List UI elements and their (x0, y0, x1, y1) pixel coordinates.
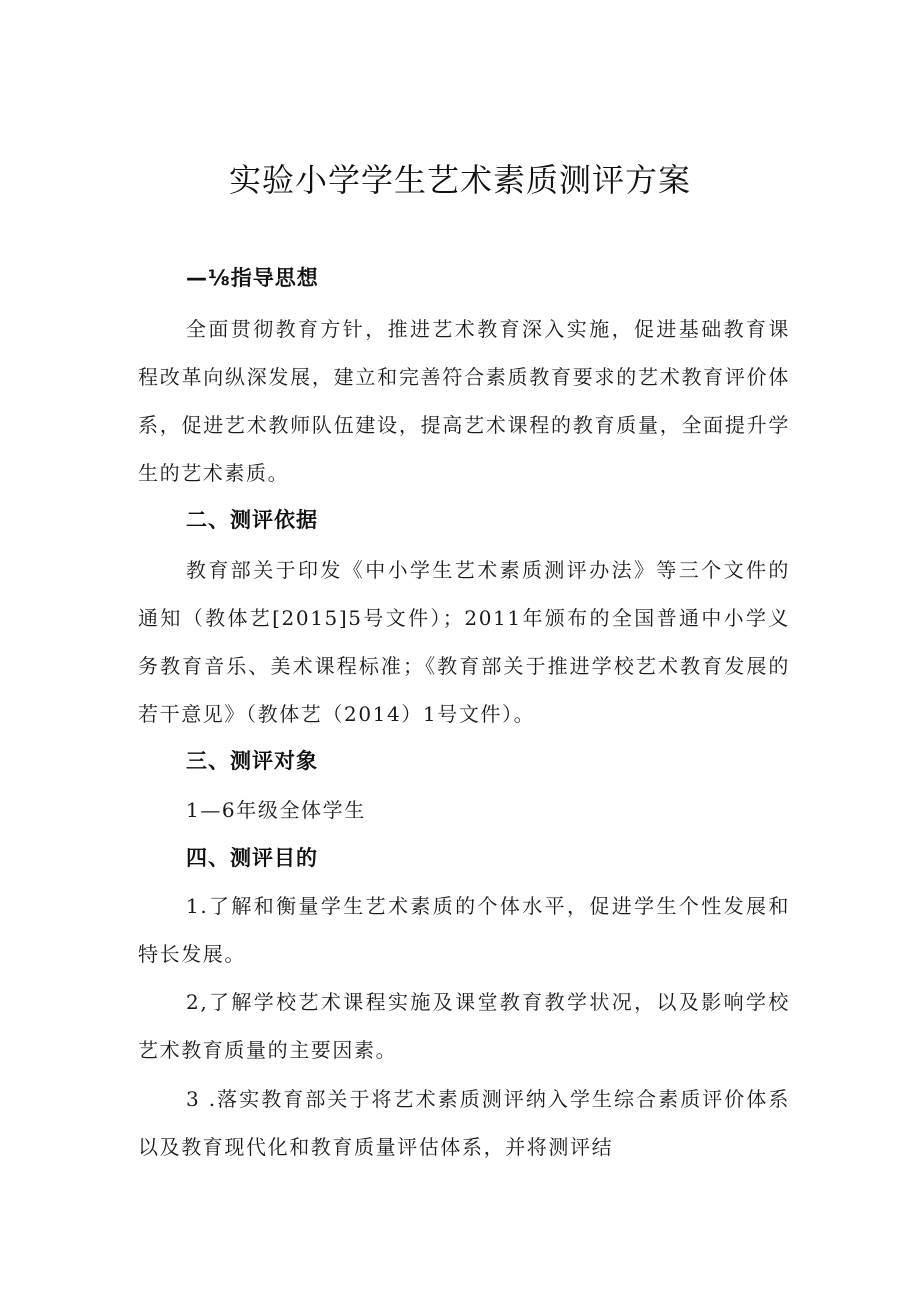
section-heading-guiding-ideology: —⅛指导思想 (186, 266, 319, 290)
document-title: 实验小学学生艺术素质测评方案 (228, 161, 691, 199)
purpose-item-2: 2,了解学校艺术课程实施及课堂教育教学状况，以及影响学校艺术教育质量的主要因素。 (138, 990, 790, 1062)
purpose-item-3: 3 .落实教育部关于将艺术素质测评纳入学生综合素质评价体系以及教育现代化和教育质量评估体系，并将测评结 (138, 1087, 790, 1159)
section-paragraph-evaluation-basis: 教育部关于印发《中小学生艺术素质测评办法》等三个文件的通知（教体艺[2015]5号文件）；2011年颁布的全国普通中小学义务教育音乐、美术课程标准；《教育部关于推进学校艺术教育发展的若干意见》（教体艺（2014）1号文件）。 (138, 558, 790, 726)
section-paragraph-guiding-ideology: 全面贯彻教育方针，推进艺术教育深入实施，促进基础教育课程改革向纵深发展，建立和完善符合素质教育要求的艺术教育评价体系，促进艺术教师队伍建设，提高艺术课程的教育质量，全面提升学生的艺术素质。 (138, 317, 790, 485)
section-heading-evaluation-basis: 二、测评依据 (186, 508, 318, 532)
section-heading-evaluation-purpose: 四、测评目的 (186, 846, 318, 870)
section-heading-evaluation-target: 三、测评对象 (186, 749, 318, 773)
section-paragraph-evaluation-target: 1—6年级全体学生 (186, 798, 366, 822)
purpose-item-1: 1.了解和衡量学生艺术素质的个体水平，促进学生个性发展和特长发展。 (138, 894, 790, 966)
